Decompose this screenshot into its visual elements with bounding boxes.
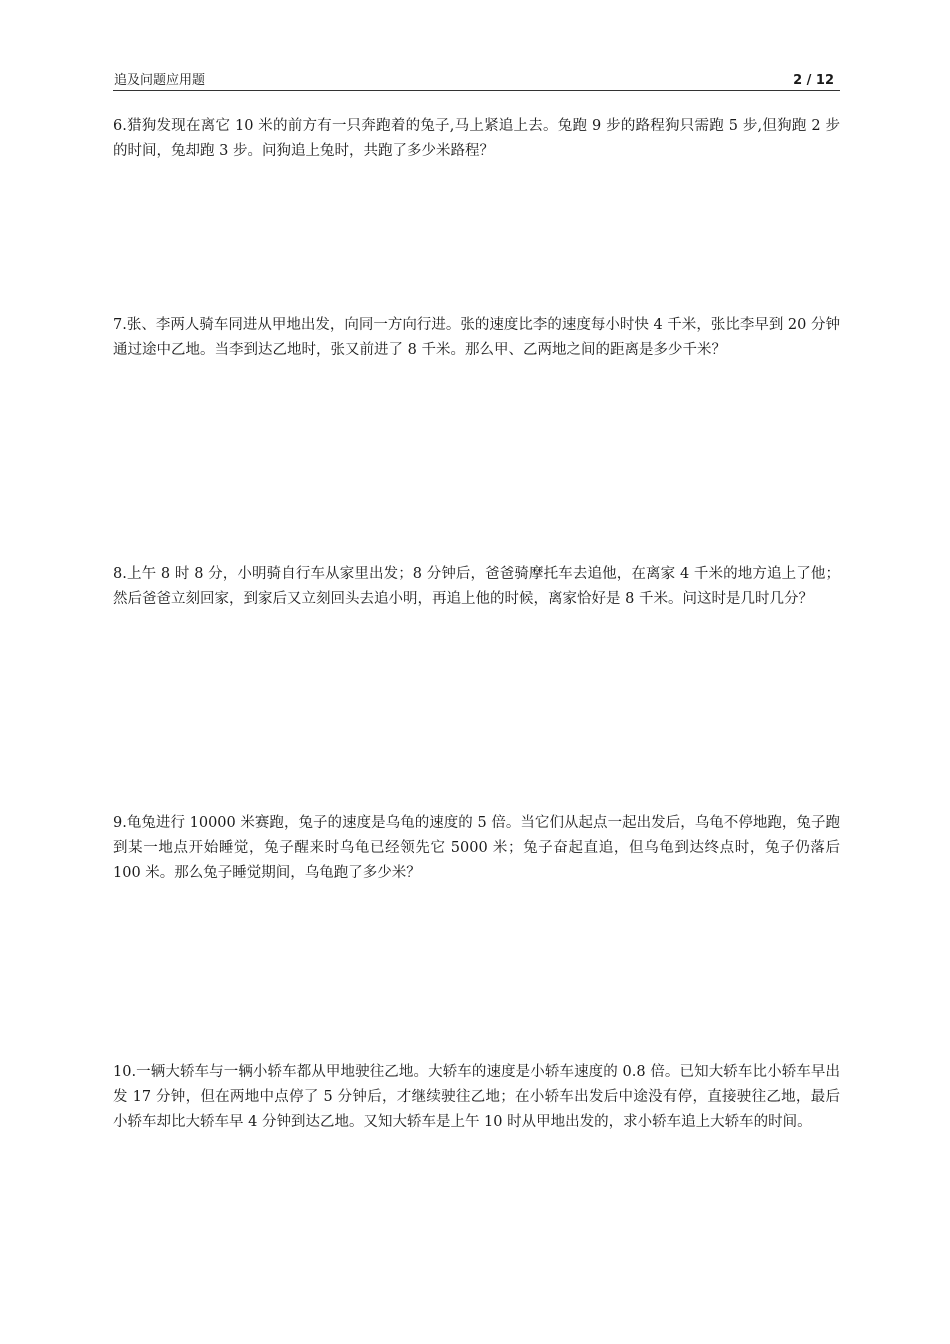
question-6: 6.猎狗发现在离它 10 米的前方有一只奔跑着的兔子,马上紧追上去。兔跑 9 步的路程狗只需跑 5 步,但狗跑 2 步的时间，兔却跑 3 步。问狗追上兔时，共跑了多少米路程？ bbox=[113, 118, 840, 159]
question-7: 7.张、李两人骑车同进从甲地出发，向同一方向行进。张的速度比李的速度每小时快 4 千米，张比李早到 20 分钟通过途中乙地。当李到达乙地时，张又前进了 8 千米。那么甲、乙两地之间的距离是多少千米？ bbox=[113, 317, 840, 358]
page-header bbox=[113, 72, 840, 91]
page-number: 2 / 12 bbox=[793, 73, 834, 88]
question-9: 9.龟兔进行 10000 米赛跑，兔子的速度是乌龟的速度的 5 倍。当它们从起点一起出发后，乌龟不停地跑，兔子跑到某一地点开始睡觉，兔子醒来时乌龟已经领先它 5000 米；兔子奋起直追，但乌龟到达终点时，兔子仍落后 100 米。那么兔子睡觉期间，乌龟跑了多少米？ bbox=[113, 815, 840, 881]
document-title: 追及问题应用题 bbox=[114, 73, 206, 88]
question-8: 8.上午 8 时 8 分，小明骑自行车从家里出发；8 分钟后，爸爸骑摩托车去追他，在离家 4 千米的地方追上了他；然后爸爸立刻回家，到家后又立刻回头去追小明，再追上他的时候，离家恰好是 8 千米。问这时是几时几分？ bbox=[113, 566, 840, 607]
question-10: 10.一辆大轿车与一辆小轿车都从甲地驶往乙地。大轿车的速度是小轿车速度的 0.8 倍。已知大轿车比小轿车早出发 17 分钟，但在两地中点停了 5 分钟后，才继续驶往乙地；在小轿车出发后中途没有停，直接驶往乙地，最后小轿车却比大轿车早 4 分钟到达乙地。又知大轿车是上午 10 时从甲地出发的，求小轿车追上大轿车的时间。 bbox=[113, 1064, 840, 1130]
